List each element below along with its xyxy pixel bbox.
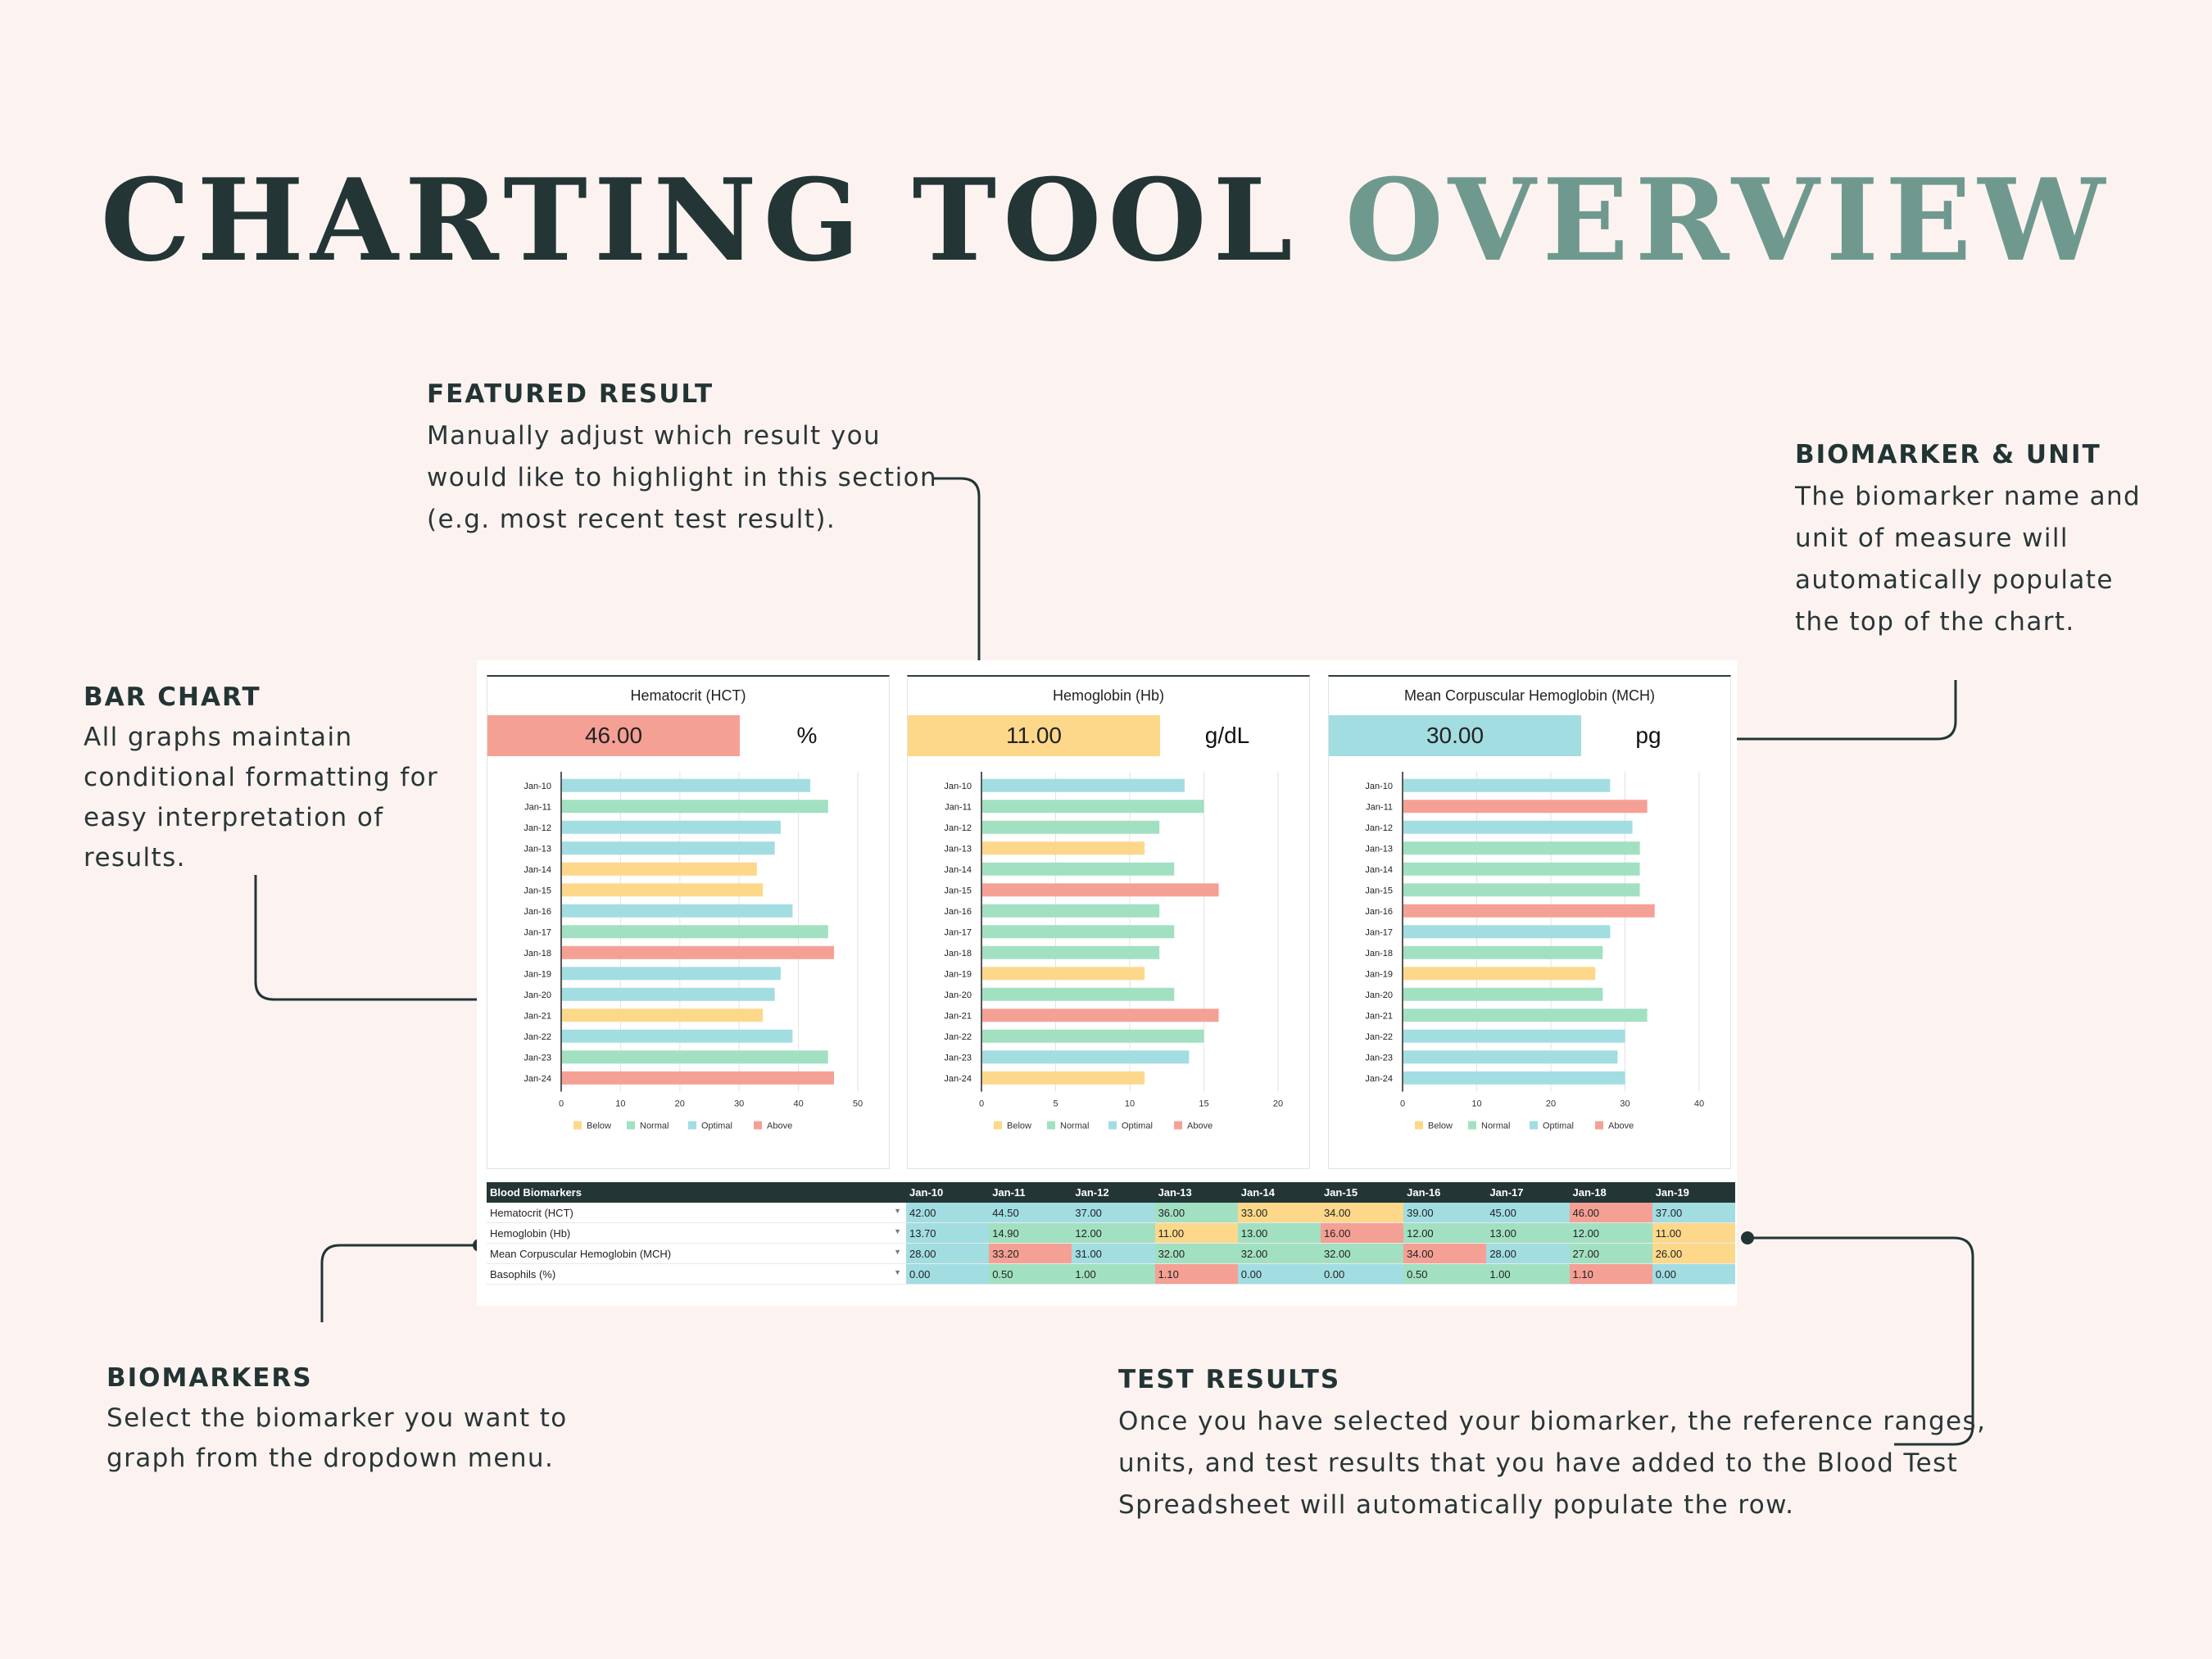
- result-cell[interactable]: 13.00: [1238, 1223, 1321, 1244]
- result-cell[interactable]: 33.20: [989, 1244, 1072, 1264]
- callout-heading: BAR CHART: [84, 682, 261, 712]
- result-cell[interactable]: 44.50: [989, 1203, 1072, 1223]
- bar-jan-15: [982, 883, 1219, 896]
- y-tick-label: Jan-23: [944, 1053, 972, 1063]
- biomarker-name: Hematocrit (HCT): [490, 1206, 573, 1219]
- y-tick-label: Jan-18: [524, 948, 551, 959]
- callout-line: unit of measure will: [1795, 524, 2069, 553]
- x-tick-label: 10: [1471, 1099, 1482, 1109]
- bar-jan-22: [982, 1030, 1204, 1043]
- y-tick-label: Jan-18: [1365, 948, 1393, 959]
- y-tick-label: Jan-21: [524, 1011, 551, 1022]
- y-tick-label: Jan-10: [944, 781, 972, 791]
- y-tick-label: Jan-13: [524, 844, 551, 854]
- legend-label: Optimal: [701, 1121, 732, 1131]
- callout-heading: TEST RESULTS: [1118, 1365, 1341, 1394]
- y-tick-label: Jan-24: [944, 1073, 972, 1084]
- bar-jan-16: [982, 904, 1159, 918]
- callout-featured: [427, 374, 937, 541]
- table-column-header: Jan-16: [1403, 1182, 1486, 1203]
- y-tick-label: Jan-17: [944, 927, 972, 938]
- result-cell[interactable]: 0.00: [1652, 1264, 1735, 1285]
- callout-heading: BIOMARKER & UNIT: [1795, 440, 2101, 469]
- legend-label: Below: [587, 1121, 611, 1131]
- table-column-header: Jan-13: [1155, 1182, 1238, 1203]
- y-tick-label: Jan-12: [1365, 823, 1393, 833]
- legend-swatch-optimal: [1108, 1122, 1117, 1130]
- result-cell[interactable]: 37.00: [1652, 1203, 1735, 1223]
- legend-swatch-above: [754, 1122, 762, 1130]
- y-tick-label: Jan-15: [944, 886, 972, 896]
- unit-connector: [1711, 680, 1956, 739]
- callout-line: Spreadsheet will automatically populate the row.: [1118, 1490, 1795, 1520]
- y-tick-label: Jan-20: [1365, 990, 1393, 1000]
- y-tick-label: Jan-11: [1366, 802, 1393, 813]
- y-tick-label: Jan-10: [1365, 781, 1393, 791]
- result-cell[interactable]: 13.70: [906, 1223, 989, 1244]
- y-tick-label: Jan-24: [1365, 1073, 1393, 1084]
- bar-jan-11: [562, 800, 828, 813]
- bar-jan-21: [982, 1009, 1219, 1022]
- legend-swatch-normal: [1047, 1122, 1055, 1130]
- x-tick-label: 20: [674, 1099, 685, 1109]
- x-tick-label: 10: [615, 1099, 626, 1109]
- callout-bar-chart: [84, 678, 438, 878]
- result-cell[interactable]: 26.00: [1652, 1244, 1735, 1264]
- callout-line: The biomarker name and: [1795, 482, 2142, 511]
- callout-biomarkers: [107, 1358, 568, 1479]
- legend-swatch-normal: [1468, 1122, 1476, 1130]
- result-cell[interactable]: 34.00: [1321, 1203, 1403, 1223]
- result-cell[interactable]: 45.00: [1486, 1203, 1569, 1223]
- callout-line: units, and test results that you have added to the Blood Test: [1118, 1448, 1959, 1478]
- table-column-header: Jan-14: [1238, 1182, 1321, 1203]
- bar-jan-19: [982, 967, 1145, 980]
- callout-line: Once you have selected your biomarker, the reference ranges,: [1118, 1407, 1987, 1436]
- y-tick-label: Jan-11: [524, 802, 551, 813]
- callout-line: the top of the chart.: [1795, 607, 2075, 637]
- table-column-header: Jan-18: [1570, 1182, 1652, 1203]
- x-tick-label: 40: [793, 1099, 804, 1109]
- featured-result[interactable]: 11.00: [908, 715, 1160, 756]
- result-cell[interactable]: 12.00: [1072, 1223, 1154, 1244]
- y-tick-label: Jan-22: [524, 1031, 551, 1042]
- legend-label: Optimal: [1543, 1121, 1574, 1131]
- callout-line: Select the biomarker you want to: [107, 1403, 568, 1433]
- callout-line: conditional formatting for: [84, 763, 439, 792]
- dropdown-arrow-icon[interactable]: ▼: [894, 1248, 901, 1256]
- result-cell[interactable]: 0.50: [1403, 1264, 1486, 1285]
- unit-label: pg: [1635, 723, 1661, 748]
- result-cell[interactable]: 32.00: [1155, 1244, 1238, 1264]
- bar-jan-24: [982, 1072, 1145, 1085]
- y-tick-label: Jan-13: [1365, 844, 1393, 854]
- result-cell[interactable]: 1.00: [1072, 1264, 1154, 1285]
- y-tick-label: Jan-17: [1365, 927, 1393, 938]
- bar-chart: [908, 767, 1309, 1168]
- result-cell[interactable]: 34.00: [1403, 1244, 1486, 1264]
- result-cell[interactable]: 0.00: [906, 1264, 989, 1285]
- bar-jan-11: [1403, 800, 1648, 813]
- biomarker-name: Mean Corpuscular Hemoglobin (MCH): [490, 1247, 672, 1260]
- x-tick-label: 30: [734, 1099, 745, 1109]
- result-cell[interactable]: 16.00: [1321, 1223, 1403, 1244]
- callout-line: (e.g. most recent test result).: [427, 505, 836, 534]
- dropdown-arrow-icon[interactable]: ▼: [894, 1268, 901, 1276]
- bar-jan-16: [562, 904, 792, 918]
- result-cell[interactable]: 32.00: [1238, 1244, 1321, 1264]
- y-tick-label: Jan-20: [524, 990, 551, 1000]
- bar-jan-10: [1403, 779, 1610, 792]
- legend-swatch-optimal: [1530, 1122, 1538, 1130]
- x-tick-label: 15: [1199, 1099, 1209, 1109]
- y-tick-label: Jan-15: [1365, 886, 1393, 896]
- biomarkers-connector: [322, 1245, 479, 1322]
- title-part-1: CHARTING TOOL: [100, 153, 1345, 287]
- result-cell[interactable]: 1.10: [1155, 1264, 1238, 1285]
- y-tick-label: Jan-15: [524, 886, 551, 896]
- legend-swatch-above: [1595, 1122, 1603, 1130]
- legend-label: Normal: [640, 1121, 669, 1131]
- y-tick-label: Jan-11: [945, 802, 972, 813]
- y-tick-label: Jan-24: [524, 1073, 551, 1084]
- table-header-biomarkers: Blood Biomarkers: [487, 1182, 906, 1203]
- dropdown-arrow-icon[interactable]: ▼: [894, 1227, 901, 1235]
- y-tick-label: Jan-14: [944, 864, 972, 875]
- callout-heading: FEATURED RESULT: [427, 379, 714, 409]
- x-tick-label: 5: [1053, 1099, 1058, 1109]
- results-dot: [1741, 1231, 1754, 1244]
- bar-jan-24: [562, 1072, 834, 1085]
- callout-line: Manually adjust which result you: [427, 421, 882, 451]
- chart-title: Hemoglobin (Hb): [1052, 687, 1165, 704]
- callout-line: automatically populate: [1795, 565, 2114, 595]
- bar-jan-18: [1403, 946, 1602, 959]
- result-cell[interactable]: 13.00: [1486, 1223, 1569, 1244]
- chart-title: Mean Corpuscular Hemoglobin (MCH): [1403, 687, 1656, 704]
- result-cell[interactable]: 0.00: [1238, 1264, 1321, 1285]
- result-cell[interactable]: 31.00: [1072, 1244, 1154, 1264]
- x-tick-label: 40: [1693, 1099, 1705, 1109]
- bar-jan-13: [562, 841, 775, 854]
- bar-jan-23: [982, 1050, 1189, 1063]
- y-tick-label: Jan-14: [1365, 864, 1393, 875]
- bar-jan-18: [982, 946, 1159, 959]
- bar-jan-19: [1403, 967, 1595, 980]
- bar-jan-17: [1403, 925, 1610, 938]
- result-cell[interactable]: 36.00: [1155, 1203, 1238, 1223]
- result-cell[interactable]: 14.90: [989, 1223, 1072, 1244]
- bar-jan-23: [1403, 1050, 1617, 1063]
- x-tick-label: 20: [1545, 1099, 1557, 1109]
- biomarker-dropdown[interactable]: [487, 1244, 906, 1264]
- y-tick-label: Jan-22: [944, 1031, 972, 1042]
- legend-label: Normal: [1481, 1121, 1511, 1131]
- y-tick-label: Jan-21: [944, 1011, 972, 1022]
- bar-jan-20: [982, 988, 1174, 1001]
- table-row: [487, 1223, 1735, 1244]
- y-tick-label: Jan-22: [1365, 1031, 1393, 1042]
- bar-jan-10: [982, 779, 1185, 792]
- y-tick-label: Jan-16: [1365, 906, 1393, 917]
- y-tick-label: Jan-17: [524, 927, 551, 938]
- result-cell[interactable]: 0.50: [989, 1264, 1072, 1285]
- barchart-connector: [256, 875, 506, 999]
- chart-card-hematocrit: [487, 675, 890, 1169]
- result-cell[interactable]: 1.00: [1486, 1264, 1569, 1285]
- y-tick-label: Jan-20: [944, 990, 972, 1000]
- bar-jan-21: [1403, 1009, 1648, 1022]
- result-cell[interactable]: 1.10: [1570, 1264, 1652, 1285]
- y-tick-label: Jan-23: [1365, 1053, 1393, 1063]
- result-cell[interactable]: 32.00: [1321, 1244, 1403, 1264]
- legend-label: Normal: [1060, 1121, 1090, 1131]
- callout-test-results: [1118, 1359, 1986, 1526]
- bar-chart: [1329, 767, 1730, 1168]
- table-row: [487, 1244, 1735, 1264]
- result-cell[interactable]: 11.00: [1155, 1223, 1238, 1244]
- unit-label: g/dL: [1204, 723, 1250, 748]
- legend-swatch-optimal: [688, 1122, 696, 1130]
- callout-line: easy interpretation of: [84, 803, 384, 832]
- callout-line: would like to highlight in this section: [427, 463, 938, 492]
- y-tick-label: Jan-19: [944, 969, 972, 980]
- callout-line: graph from the dropdown menu.: [107, 1444, 555, 1473]
- table-row: [487, 1264, 1735, 1285]
- chart-card-hemoglobin: [907, 675, 1310, 1169]
- y-tick-label: Jan-12: [944, 823, 972, 833]
- legend-swatch-above: [1174, 1122, 1182, 1130]
- y-tick-label: Jan-10: [524, 781, 551, 791]
- biomarker-dropdown[interactable]: [487, 1264, 906, 1285]
- y-tick-label: Jan-21: [1365, 1011, 1393, 1022]
- table-column-header: Jan-12: [1072, 1182, 1154, 1203]
- bar-jan-13: [982, 841, 1145, 854]
- x-tick-label: 50: [852, 1099, 863, 1109]
- y-tick-label: Jan-19: [1365, 969, 1393, 980]
- biomarker-dropdown[interactable]: [487, 1223, 906, 1244]
- y-tick-label: Jan-13: [944, 844, 972, 854]
- table-column-header: Jan-10: [906, 1182, 989, 1203]
- unit-label: %: [796, 723, 818, 748]
- x-tick-label: 20: [1272, 1099, 1284, 1109]
- x-tick-label: 0: [1399, 1099, 1406, 1109]
- callout-heading: BIOMARKERS: [107, 1363, 313, 1393]
- legend-swatch-below: [573, 1122, 582, 1130]
- title-part-2: OVERVIEW: [1344, 153, 2112, 287]
- legend-swatch-below: [994, 1122, 1002, 1130]
- x-tick-label: 30: [1620, 1099, 1630, 1109]
- bar-jan-17: [562, 925, 828, 938]
- chart-card-mch: [1328, 675, 1731, 1169]
- legend-label: Above: [1187, 1121, 1213, 1131]
- y-tick-label: Jan-18: [944, 948, 972, 959]
- table-row: [487, 1203, 1735, 1223]
- callout-line: results.: [84, 843, 186, 873]
- legend-swatch-normal: [627, 1122, 635, 1130]
- result-cell[interactable]: 12.00: [1403, 1223, 1486, 1244]
- table-column-header: Jan-17: [1486, 1182, 1569, 1203]
- result-cell[interactable]: 46.00: [1570, 1203, 1652, 1223]
- bar-jan-12: [562, 821, 781, 834]
- bar-jan-23: [562, 1050, 828, 1063]
- bar-jan-24: [1403, 1072, 1625, 1085]
- bar-jan-22: [562, 1030, 792, 1043]
- featured-result[interactable]: 30.00: [1329, 715, 1581, 756]
- table-column-header: Jan-15: [1321, 1182, 1403, 1203]
- bar-chart: [487, 767, 889, 1168]
- y-tick-label: Jan-14: [524, 864, 551, 875]
- legend-label: Optimal: [1122, 1121, 1153, 1131]
- x-tick-label: 0: [558, 1099, 564, 1109]
- result-cell[interactable]: 33.00: [1238, 1203, 1321, 1223]
- bar-jan-18: [562, 946, 834, 959]
- y-tick-label: Jan-19: [524, 969, 551, 980]
- biomarker-name: Hemoglobin (Hb): [490, 1226, 571, 1240]
- x-tick-label: 10: [1124, 1099, 1135, 1109]
- featured-result[interactable]: 46.00: [487, 715, 740, 756]
- result-cell[interactable]: 28.00: [906, 1244, 989, 1264]
- dropdown-arrow-icon[interactable]: ▼: [894, 1207, 901, 1215]
- biomarker-name: Basophils (%): [490, 1267, 556, 1281]
- y-tick-label: Jan-16: [524, 906, 551, 917]
- table-column-header: Jan-11: [989, 1182, 1072, 1203]
- result-cell[interactable]: 11.00: [1652, 1223, 1735, 1244]
- bar-jan-22: [1403, 1030, 1625, 1043]
- legend-label: Above: [1608, 1121, 1634, 1131]
- bar-jan-14: [982, 863, 1174, 876]
- legend-label: Above: [767, 1121, 793, 1131]
- table-header-row: [487, 1182, 1735, 1203]
- result-cell[interactable]: 37.00: [1072, 1203, 1154, 1223]
- bar-jan-15: [1403, 883, 1640, 896]
- result-cell[interactable]: 28.00: [1486, 1244, 1569, 1264]
- bar-jan-20: [562, 988, 775, 1001]
- bar-jan-19: [562, 967, 781, 980]
- bar-jan-10: [562, 779, 810, 792]
- result-cell[interactable]: 42.00: [906, 1203, 989, 1223]
- bar-jan-20: [1403, 988, 1602, 1001]
- bar-jan-17: [982, 925, 1174, 938]
- y-tick-label: Jan-12: [524, 823, 551, 833]
- biomarker-table: [487, 1182, 1735, 1285]
- legend-label: Below: [1428, 1121, 1453, 1131]
- bar-jan-13: [1403, 841, 1640, 854]
- y-tick-label: Jan-23: [524, 1053, 551, 1063]
- bar-jan-15: [562, 883, 763, 896]
- table-column-header: Jan-19: [1652, 1182, 1735, 1203]
- bar-jan-14: [1403, 863, 1640, 876]
- x-tick-label: 0: [978, 1099, 985, 1109]
- legend-swatch-below: [1415, 1122, 1423, 1130]
- chart-title: Hematocrit (HCT): [630, 687, 746, 704]
- biomarker-dropdown[interactable]: [487, 1203, 906, 1223]
- y-tick-label: Jan-16: [944, 906, 972, 917]
- result-cell[interactable]: 0.00: [1321, 1264, 1403, 1285]
- bar-jan-12: [982, 821, 1159, 834]
- result-cell[interactable]: 12.00: [1570, 1223, 1652, 1244]
- spreadsheet-panel: [477, 660, 1737, 1306]
- bar-jan-21: [562, 1009, 763, 1022]
- bar-jan-12: [1403, 821, 1633, 834]
- bar-jan-16: [1403, 904, 1655, 918]
- result-cell[interactable]: 27.00: [1570, 1244, 1652, 1264]
- callout-biomarker-unit: [1795, 434, 2141, 643]
- callout-line: All graphs maintain: [84, 723, 353, 752]
- legend-label: Below: [1007, 1121, 1031, 1131]
- result-cell[interactable]: 39.00: [1403, 1203, 1486, 1223]
- bar-jan-11: [982, 800, 1204, 813]
- bar-jan-14: [562, 863, 757, 876]
